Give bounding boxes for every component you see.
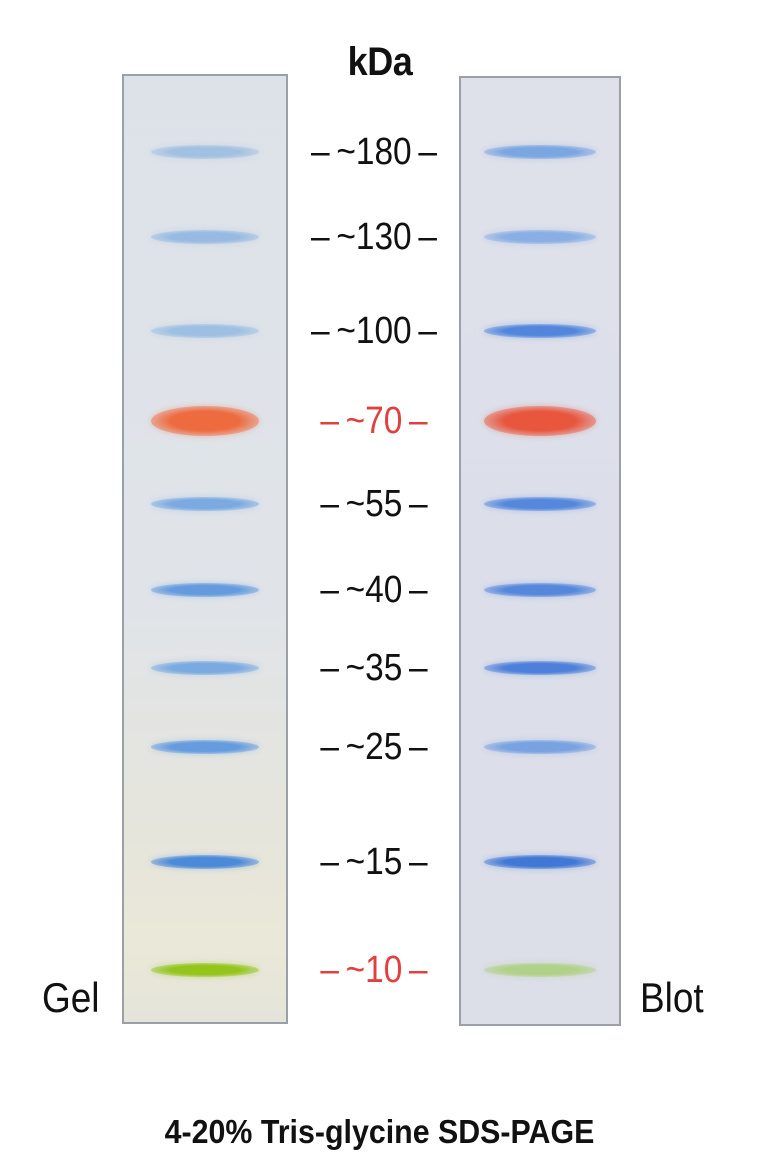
blot-band-10 (484, 963, 596, 977)
blot-band-15 (484, 855, 596, 869)
marker-label-55: – ~55 – (320, 483, 428, 525)
blot-band-35 (484, 661, 596, 675)
marker-label-70: – ~70 – (320, 400, 428, 442)
blot-band-25 (484, 740, 596, 754)
blot-label: Blot (640, 974, 704, 1021)
marker-label-180: – ~180 – (311, 131, 437, 173)
blot-lane (459, 76, 621, 1026)
footer-title: 4-20% Tris-glycine SDS-PAGE (164, 1113, 595, 1150)
gel-band-10 (151, 963, 259, 977)
blot-band-70 (484, 406, 596, 436)
gel-band-100 (151, 324, 259, 338)
gel-band-40 (151, 583, 259, 597)
blot-band-130 (484, 230, 596, 244)
marker-label-35: – ~35 – (320, 647, 428, 689)
blot-band-55 (484, 497, 596, 511)
marker-label-10: – ~10 – (320, 949, 428, 991)
gel-band-35 (151, 661, 259, 675)
gel-band-130 (151, 230, 259, 244)
gel-band-180 (151, 145, 259, 159)
gel-label: Gel (42, 974, 100, 1021)
blot-band-180 (484, 145, 596, 159)
gel-band-70 (151, 406, 259, 436)
blot-band-100 (484, 324, 596, 338)
gel-lane (122, 74, 288, 1024)
gel-band-55 (151, 497, 259, 511)
marker-label-130: – ~130 – (311, 216, 437, 258)
gel-band-25 (151, 740, 259, 754)
marker-label-100: – ~100 – (311, 310, 437, 352)
gel-band-15 (151, 855, 259, 869)
unit-header-kda: kDa (347, 40, 413, 84)
marker-label-25: – ~25 – (320, 726, 428, 768)
blot-band-40 (484, 583, 596, 597)
marker-label-40: – ~40 – (320, 569, 428, 611)
marker-label-15: – ~15 – (320, 841, 428, 883)
